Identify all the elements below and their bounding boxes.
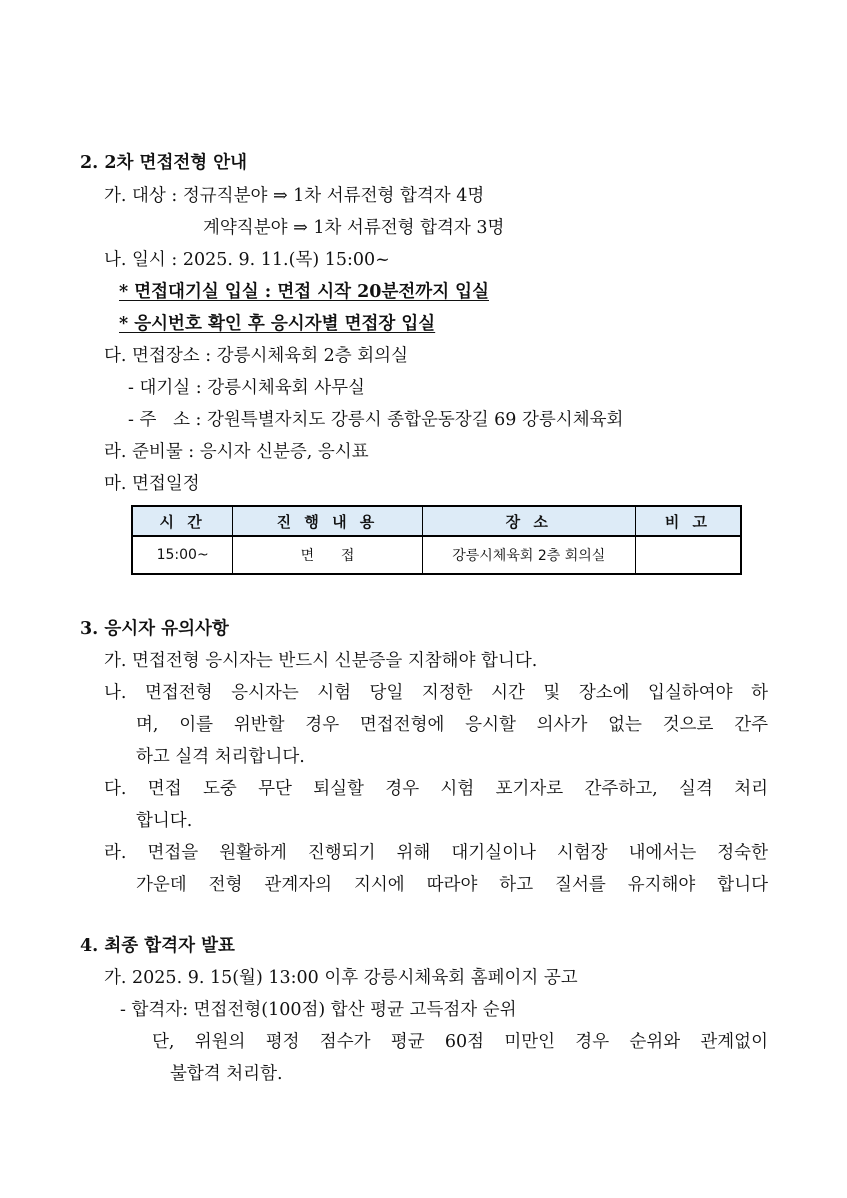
- fail-condition-1: 단, 위원의 평정 점수가 평균 60점 미만인 경우 순위와 관계없이: [152, 1032, 768, 1052]
- waiting-room: - 대기실 : 강릉시체육회 사무실: [128, 378, 365, 398]
- pass-criteria: - 합격자: 면접전형(100점) 합산 평균 고득점자 순위: [120, 1000, 517, 1020]
- waiting-room-note: * 면접대기실 입실 : 면접 시작 20분전까지 입실: [119, 282, 489, 302]
- interview-location: 다. 면접장소 : 강릉시체육회 2층 회의실: [104, 346, 408, 366]
- notice-order-2: 가운데 전형 관계자의 지시에 따라야 하고 질서를 유지해야 합니다: [136, 875, 768, 895]
- announcement-date: 가. 2025. 9. 15(월) 13:00 이후 강릉시체육회 홈페이지 공고: [104, 968, 578, 988]
- cell-place: 강릉시체육회 2층 회의실: [422, 536, 635, 574]
- section-4-title: 4. 최종 합격자 발표: [80, 936, 235, 956]
- table-header-row: [132, 506, 741, 536]
- interview-schedule-table: [131, 505, 742, 575]
- cell-content: 면 접: [233, 536, 422, 574]
- cell-time: 15:00~: [132, 536, 233, 574]
- exam-number-note: * 응시번호 확인 후 응시자별 면접장 입실: [119, 314, 436, 334]
- table-row: [132, 536, 741, 574]
- required-items: 라. 준비물 : 응시자 신분증, 응시표: [104, 442, 369, 462]
- notice-attendance-2: 며, 이를 위반할 경우 면접전형에 응시할 의사가 없는 것으로 간주: [136, 715, 768, 735]
- notice-leave-2: 합니다.: [136, 811, 193, 831]
- header-remarks: 비 고: [635, 506, 741, 536]
- schedule-date: 나. 일시 : 2025. 9. 11.(목) 15:00~: [104, 250, 390, 270]
- cell-remarks: [635, 536, 741, 574]
- interview-schedule-label: 마. 면접일정: [104, 474, 200, 494]
- notice-attendance-3: 하고 실격 처리합니다.: [136, 747, 305, 767]
- header-time: 시 간: [132, 506, 233, 536]
- section-3-title: 3. 응시자 유의사항: [80, 619, 229, 639]
- section-2-title: 2. 2차 면접전형 안내: [80, 153, 248, 173]
- target-contract: 계약직분야 ⇒ 1차 서류전형 합격자 3명: [203, 218, 505, 238]
- notice-order-1: 라. 면접을 원활하게 진행되기 위해 대기실이나 시험장 내에서는 정숙한: [104, 843, 768, 863]
- header-content: 진 행 내 용: [233, 506, 422, 536]
- notice-id-card: 가. 면접전형 응시자는 반드시 신분증을 지참해야 합니다.: [104, 651, 538, 671]
- header-place: 장 소: [422, 506, 635, 536]
- fail-condition-2: 불합격 처리함.: [170, 1064, 283, 1084]
- target-regular: 가. 대상 : 정규직분야 ⇒ 1차 서류전형 합격자 4명: [104, 186, 485, 206]
- notice-leave-1: 다. 면접 도중 무단 퇴실할 경우 시험 포기자로 간주하고, 실격 처리: [104, 779, 768, 799]
- notice-attendance-1: 나. 면접전형 응시자는 시험 당일 지정한 시간 및 장소에 입실하여야 하: [104, 683, 768, 703]
- address: - 주 소 : 강원특별자치도 강릉시 종합운동장길 69 강릉시체육회: [128, 410, 624, 430]
